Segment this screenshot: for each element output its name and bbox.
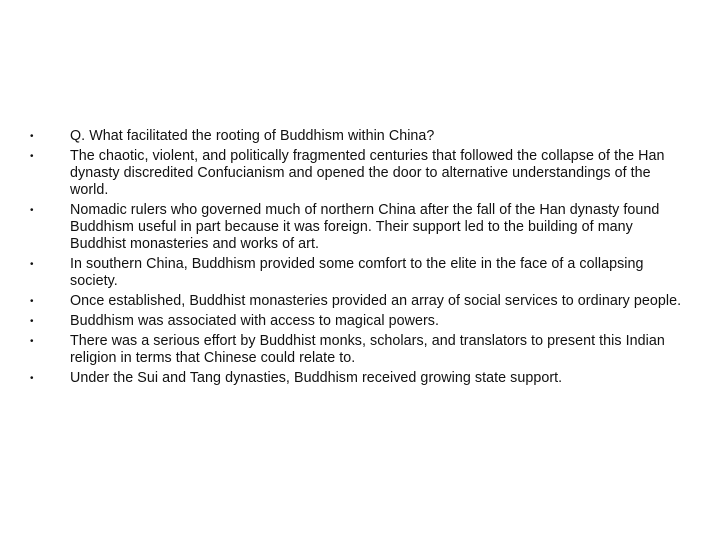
list-item [28, 256, 688, 290]
list-item [28, 202, 688, 253]
bullet-icon: • [30, 259, 34, 270]
list-item [28, 293, 688, 310]
list-item [28, 333, 688, 367]
list-item [28, 128, 688, 145]
bullet-icon: • [30, 205, 34, 216]
bullet-icon: • [30, 296, 34, 307]
bullet-text: The chaotic, violent, and politically fragmented centuries that followed the collapse of the Han dynasty discredited Confucianism and opened the door to alternative understandings of the world. [70, 148, 665, 198]
bullet-text: Nomadic rulers who governed much of northern China after the fall of the Han dynasty found Buddhism useful in part because it was foreign. Their support led to the building of many Buddhist monasteries and works of art. [70, 202, 660, 252]
bullet-question: Q. What facilitated the rooting of Buddhism within China? [70, 128, 435, 144]
bullet-icon: • [30, 316, 34, 327]
list-item [28, 313, 688, 330]
bullet-list [28, 128, 688, 390]
list-item [28, 370, 688, 387]
list-item [28, 148, 688, 199]
bullet-icon: • [30, 151, 34, 162]
bullet-text: In southern China, Buddhism provided some comfort to the elite in the face of a collapsing society. [70, 256, 644, 289]
bullet-icon: • [30, 131, 34, 142]
bullet-text: Once established, Buddhist monasteries provided an array of social services to ordinary people. [70, 293, 682, 309]
bullet-icon: • [30, 373, 34, 384]
bullet-text: Buddhism was associated with access to magical powers. [70, 313, 440, 329]
bullet-text: Under the Sui and Tang dynasties, Buddhism received growing state support. [70, 370, 563, 386]
bullet-icon: • [30, 336, 34, 347]
bullet-text: There was a serious effort by Buddhist monks, scholars, and translators to present this Indian religion in terms that Chinese could relate to. [70, 333, 665, 366]
